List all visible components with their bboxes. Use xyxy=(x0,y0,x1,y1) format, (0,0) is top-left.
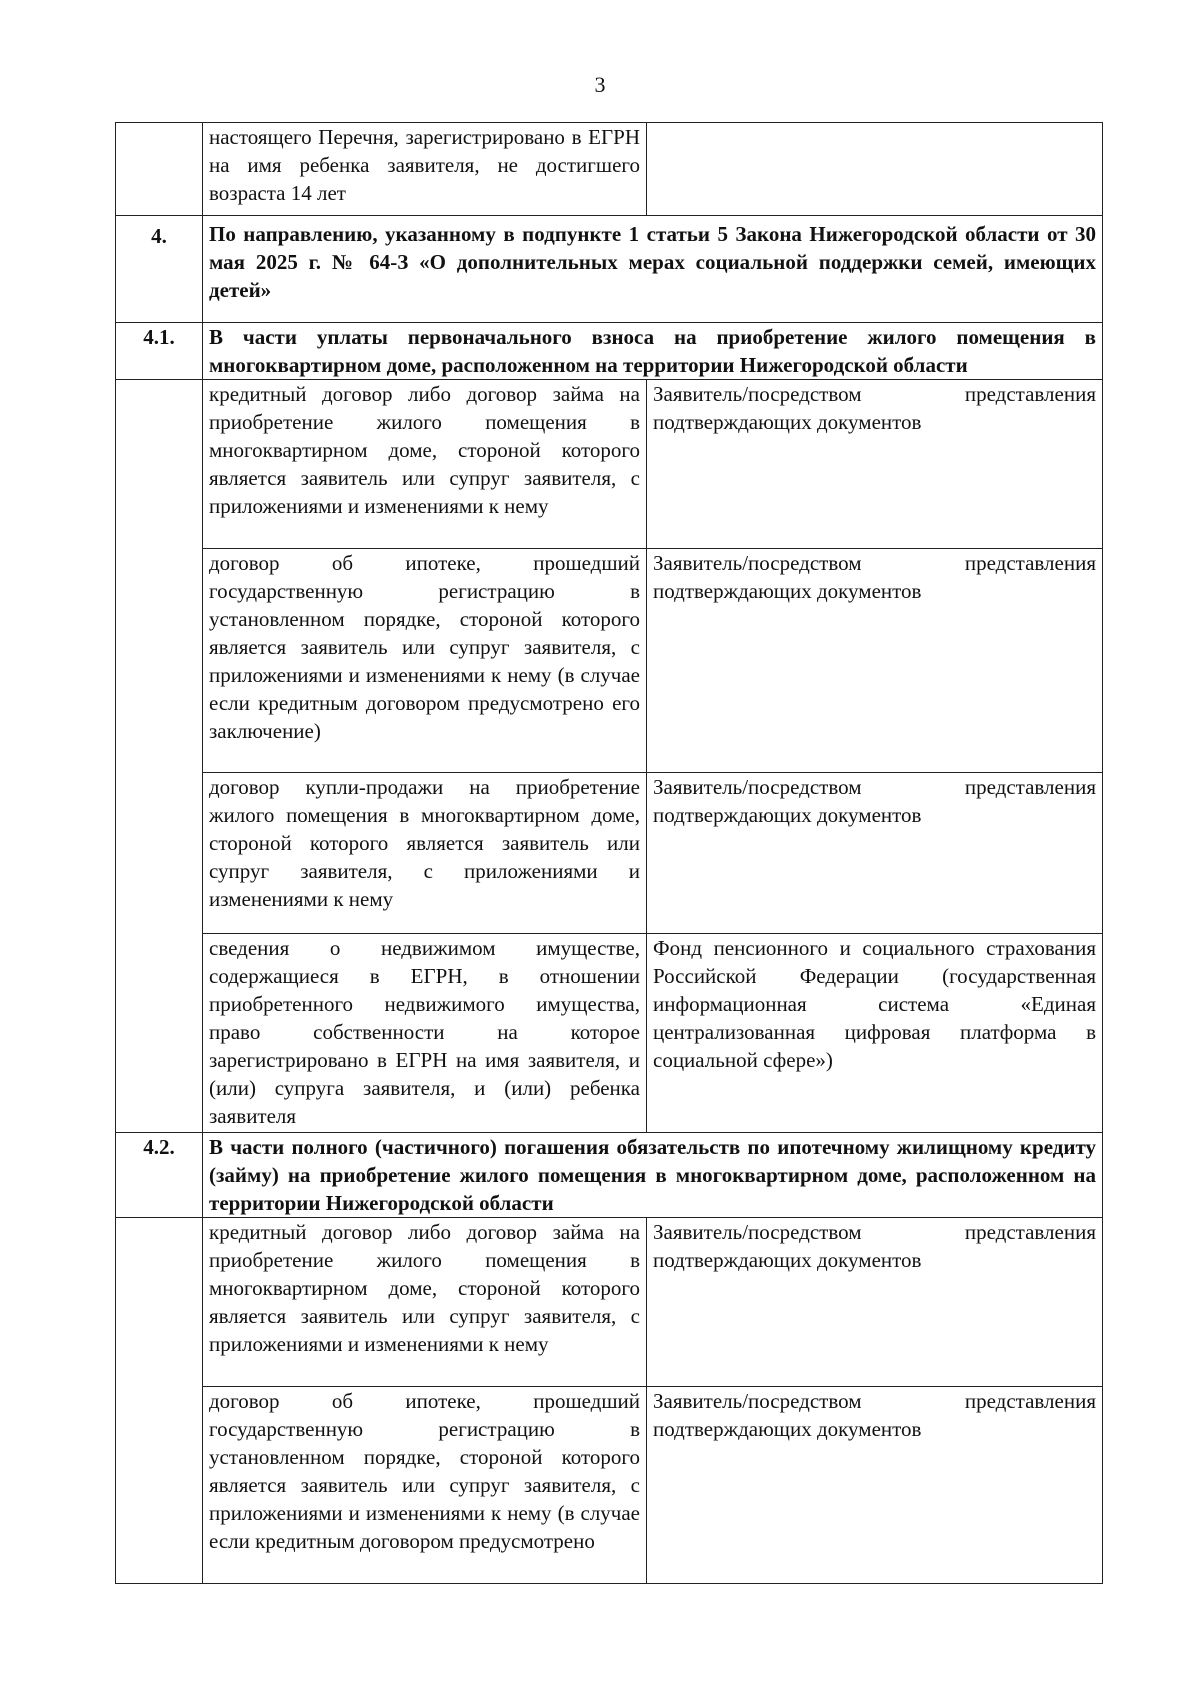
document-cell: настоящего Перечня, зарегистрировано в ЕГРН на имя ребенка заявителя, не достигшего возраста 14 лет xyxy=(203,123,647,216)
source-cell: Заявитель/посредством представления подтверждающих документов xyxy=(647,773,1103,934)
source-cell: Заявитель/посредством представления подтверждающих документов xyxy=(647,549,1103,773)
section-heading-row xyxy=(116,1133,1103,1218)
table-row xyxy=(116,773,1103,934)
source-cell: Заявитель/посредством представления подтверждающих документов xyxy=(647,380,1103,549)
table-row xyxy=(116,934,1103,1133)
source-cell: Заявитель/посредством представления подтверждающих документов xyxy=(647,1387,1103,1584)
section-number: 4.2. xyxy=(116,1133,203,1218)
source-cell: Заявитель/посредством представления подтверждающих документов xyxy=(647,1218,1103,1387)
documents-table xyxy=(115,122,1103,1584)
document-cell: договор купли-продажи на приобретение жилого помещения в многоквартирном доме, стороной которого является заявитель или супруг заявителя, с приложениями и изменениями к нему xyxy=(203,773,647,934)
section-heading: По направлению, указанному в подпункте 1 статьи 5 Закона Нижегородской области от 30 мая 2025 г. № 64-З «О дополнительных мерах социальной поддержки семей, имеющих детей» xyxy=(203,216,1103,323)
row-number-empty xyxy=(116,380,203,1133)
row-number xyxy=(116,123,203,216)
page-number: 3 xyxy=(594,72,606,97)
table-row xyxy=(116,123,1103,216)
document-cell: кредитный договор либо договор займа на приобретение жилого помещения в многоквартирном доме, стороной которого является заявитель или супруг заявителя, с приложениями и изменениями к нему xyxy=(203,380,647,549)
row-number-empty xyxy=(116,1218,203,1584)
section-heading: В части полного (частичного) погашения обязательств по ипотечному жилищному кредиту (займу) на приобретение жилого помещения в многоквартирном доме, расположенном на территории Нижегородской области xyxy=(203,1133,1103,1218)
document-cell: договор об ипотеке, прошедший государственную регистрацию в установленном порядке, стороной которого является заявитель или супруг заявителя, с приложениями и изменениями к нему (в случае если кредитным договором предусмотрено его заключение) xyxy=(203,549,647,773)
table-row xyxy=(116,380,1103,549)
document-cell: кредитный договор либо договор займа на приобретение жилого помещения в многоквартирном доме, стороной которого является заявитель или супруг заявителя, с приложениями и изменениями к нему xyxy=(203,1218,647,1387)
document-cell: договор об ипотеке, прошедший государственную регистрацию в установленном порядке, стороной которого является заявитель или супруг заявителя, с приложениями и изменениями к нему (в случае если кредитным договором предусмотрено xyxy=(203,1387,647,1584)
table-row xyxy=(116,1387,1103,1584)
section-number-text: 4. xyxy=(151,224,167,248)
section-heading: В части уплаты первоначального взноса на приобретение жилого помещения в многоквартирном доме, расположенном на территории Нижегородской области xyxy=(203,323,1103,380)
table-row xyxy=(116,549,1103,773)
section-heading-row xyxy=(116,323,1103,380)
source-cell: Фонд пенсионного и социального страхования Российской Федерации (государственная информационная система «Единая централизованная цифровая платформа в социальной сфере») xyxy=(647,934,1103,1133)
document-cell: сведения о недвижимом имуществе, содержащиеся в ЕГРН, в отношении приобретенного недвижимого имущества, право собственности на которое зарегистрировано в ЕГРН на имя заявителя, и (или) супруга заявителя, и (или) ребенка заявителя xyxy=(203,934,647,1133)
table-row xyxy=(116,1218,1103,1387)
source-cell xyxy=(647,123,1103,216)
section-heading-row xyxy=(116,216,1103,323)
section-number: 4.1. xyxy=(116,323,203,380)
section-number xyxy=(116,216,203,323)
